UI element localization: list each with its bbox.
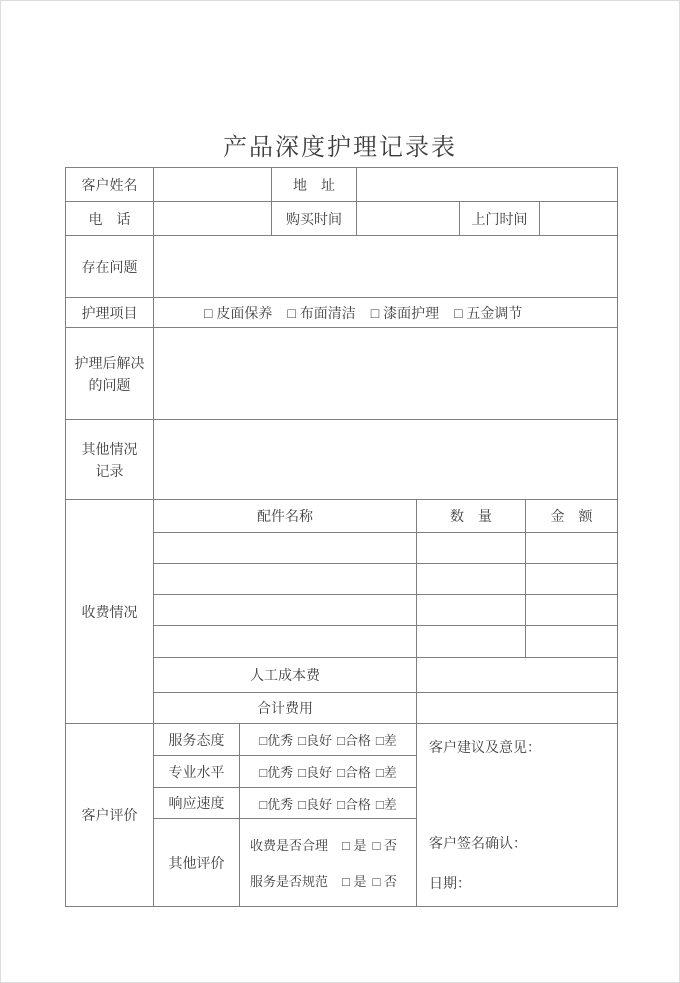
amount-header: 金 额 [550, 507, 593, 524]
accessory-row [154, 533, 617, 564]
checkbox-pass[interactable]: □合格 [337, 796, 371, 812]
checkbox-no[interactable]: □ 否 [372, 873, 397, 889]
solved-problems-label: 护理后解决 的问题 [66, 328, 154, 419]
visit-time-label: 上门时间 [460, 202, 540, 235]
quantity-cell[interactable] [417, 533, 526, 563]
labor-cost-field[interactable] [417, 658, 617, 692]
record-form-table [65, 167, 618, 907]
checkbox-pass[interactable]: □合格 [337, 765, 371, 780]
row-solved-problems [66, 328, 617, 420]
professional-level-label: 专业水平 [154, 756, 240, 787]
checkbox-good[interactable]: □良好 [298, 796, 332, 812]
evaluation-label: 客户评价 [66, 724, 154, 906]
checkbox-excellent[interactable]: □优秀 [259, 765, 294, 780]
checkbox-excellent[interactable]: □优秀 [259, 733, 294, 748]
phone-label: 电 话 [66, 202, 154, 235]
accessory-name-cell[interactable] [154, 564, 417, 594]
row-evaluation [66, 724, 617, 906]
total-cost-row [154, 693, 617, 723]
checkbox-poor[interactable]: □差 [375, 796, 397, 812]
purchase-time-field[interactable] [357, 202, 460, 235]
evaluation-ratings [154, 724, 417, 906]
service-standard-label: 服务是否规范 [250, 873, 329, 889]
row-other-records [66, 420, 617, 500]
checkbox-paint-care[interactable]: □ 漆面护理 [370, 304, 440, 321]
other-evaluation-row [154, 819, 416, 906]
address-label: 地 址 [272, 168, 357, 201]
row-charges [66, 500, 617, 724]
checkbox-yes[interactable]: □ 是 [342, 838, 367, 854]
rating-row-professional-level [154, 756, 416, 788]
existing-problems-label: 存在问题 [66, 236, 154, 297]
checkbox-hardware-adjust[interactable]: □ 五金调节 [454, 304, 523, 321]
question-charge-reasonable [250, 835, 403, 854]
customer-name-label: 客户姓名 [66, 168, 154, 201]
other-evaluation-questions [240, 819, 416, 906]
checkbox-good[interactable]: □良好 [298, 733, 332, 748]
charge-reasonable-label: 收费是否合理 [250, 838, 329, 854]
amount-cell[interactable] [526, 533, 617, 563]
checkbox-leather-care[interactable]: □ 皮面保养 [204, 304, 273, 321]
accessory-row [154, 626, 617, 658]
amount-cell[interactable] [526, 626, 617, 657]
response-speed-label: 响应速度 [154, 788, 240, 818]
checkbox-poor[interactable]: □差 [375, 733, 397, 748]
labor-cost-label: 人工成本费 [154, 658, 417, 692]
checkbox-no[interactable]: □ 否 [372, 838, 397, 854]
existing-problems-field[interactable] [154, 236, 617, 297]
accessory-name-cell[interactable] [154, 533, 417, 563]
other-evaluation-label: 其他评价 [154, 819, 240, 906]
amount-cell[interactable] [526, 564, 617, 594]
checkbox-pass[interactable]: □合格 [337, 733, 371, 748]
accessory-row [154, 595, 617, 627]
total-cost-label: 合计费用 [154, 693, 417, 723]
customer-name-field[interactable] [154, 168, 272, 201]
row-basic-1 [66, 168, 617, 202]
row-basic-2 [66, 202, 617, 236]
accessory-row [154, 564, 617, 595]
labor-cost-row [154, 658, 617, 693]
other-records-field[interactable] [154, 420, 617, 499]
evaluation-area [154, 724, 617, 906]
accessory-name-header: 配件名称 [154, 500, 417, 532]
checkbox-excellent[interactable]: □优秀 [259, 796, 294, 812]
other-records-label: 其他情况 记录 [66, 420, 154, 499]
accessory-name-cell[interactable] [154, 595, 417, 626]
rating-row-response-speed [154, 788, 416, 819]
date-label: 日期： [429, 875, 471, 891]
amount-cell[interactable] [526, 595, 617, 626]
purchase-time-label: 购买时间 [272, 202, 357, 235]
charges-header-row [154, 500, 617, 533]
question-service-standard [250, 871, 403, 890]
service-attitude-label: 服务态度 [154, 724, 240, 755]
accessory-name-cell[interactable] [154, 626, 417, 657]
solved-problems-field[interactable] [154, 328, 617, 419]
professional-level-options [240, 756, 416, 787]
total-cost-field[interactable] [417, 693, 617, 723]
service-attitude-options [240, 724, 416, 755]
checkbox-good[interactable]: □良好 [298, 765, 332, 780]
quantity-header: 数 量 [417, 500, 526, 532]
quantity-cell[interactable] [417, 626, 526, 657]
row-care-items [66, 298, 617, 328]
response-speed-options [240, 788, 416, 818]
address-field[interactable] [357, 168, 617, 201]
charges-label: 收费情况 [66, 500, 154, 723]
care-items-label: 护理项目 [66, 298, 154, 327]
row-existing-problems [66, 236, 617, 298]
customer-signature-label: 客户签名确认： [429, 835, 527, 851]
evaluation-signature-area[interactable] [417, 724, 617, 906]
charges-subtable [154, 500, 617, 723]
checkbox-yes[interactable]: □ 是 [342, 873, 367, 889]
checkbox-poor[interactable]: □差 [375, 765, 397, 780]
quantity-cell[interactable] [417, 564, 526, 594]
form-title: 产品深度护理记录表 [223, 134, 457, 161]
phone-field[interactable] [154, 202, 272, 235]
quantity-cell[interactable] [417, 595, 526, 626]
customer-suggestion-label: 客户建议及意见： [429, 739, 541, 755]
rating-row-service-attitude [154, 724, 416, 756]
care-items-options [154, 298, 617, 327]
checkbox-fabric-clean[interactable]: □ 布面清洁 [287, 304, 356, 321]
visit-time-field[interactable] [540, 202, 617, 235]
